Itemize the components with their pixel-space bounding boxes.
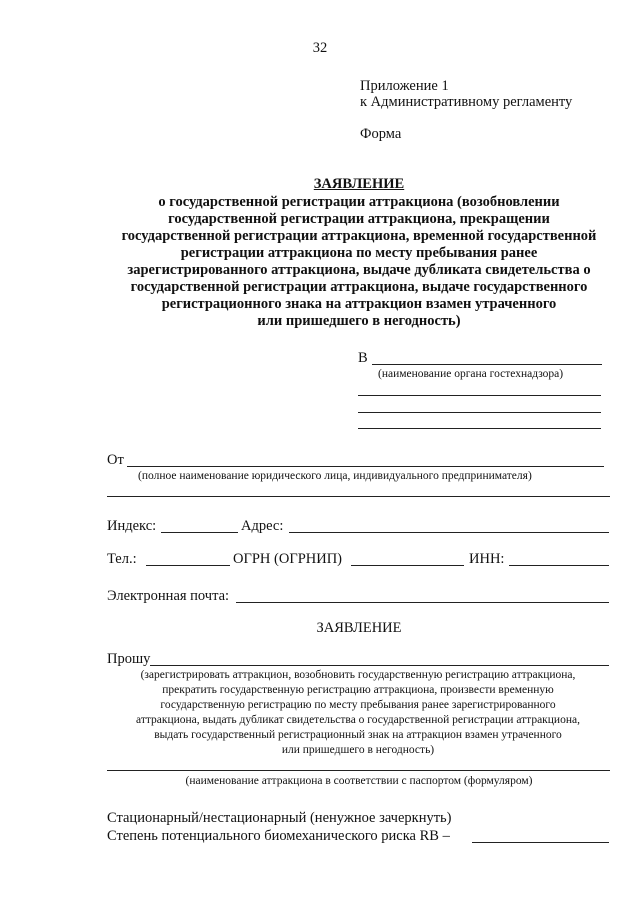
subject-line: или пришедшего в негодность): [257, 313, 461, 329]
inn-field[interactable]: [509, 565, 609, 566]
attraction-name-field[interactable]: [107, 770, 610, 771]
request-caption-line: прекратить государственную регистрацию аттракциона, произвести временную: [162, 684, 554, 696]
subject-line: государственной регистрации аттракциона, выдаче государственного: [130, 279, 588, 295]
sender-line[interactable]: [107, 496, 610, 497]
subject-line: регистрации аттракциона по месту пребывания ранее: [180, 245, 538, 261]
risk-field[interactable]: [472, 842, 609, 843]
addressee-line[interactable]: [358, 412, 601, 413]
appendix-reference: к Административному регламенту: [360, 94, 573, 110]
attraction-caption: (наименование аттракциона в соответствии с паспортом (формуляром): [185, 775, 533, 787]
form-label: Форма: [360, 126, 402, 142]
request-caption-line: выдать государственный регистрационный знак на аттракцион взамен утраченного: [154, 729, 562, 741]
email-field[interactable]: [236, 602, 609, 603]
email-label: Электронная почта:: [107, 588, 230, 604]
document-title: ЗАЯВЛЕНИЕ: [313, 176, 405, 192]
inn-label: ИНН:: [469, 551, 505, 567]
request-caption-line: государственную регистрацию по месту пребывания ранее зарегистрированного: [160, 699, 556, 711]
statement-title: ЗАЯВЛЕНИЕ: [316, 620, 402, 636]
ogrn-field[interactable]: [351, 565, 464, 566]
risk-label: Степень потенциального биомеханического риска RB –: [107, 828, 450, 844]
request-caption: [100, 669, 616, 759]
addressee-caption: (наименование органа гостехнадзора): [378, 368, 564, 380]
document-subject: [0, 194, 640, 330]
request-caption-line: или пришедшего в негодность): [281, 744, 435, 756]
addressee-line[interactable]: [358, 428, 601, 429]
request-caption-line: (зарегистрировать аттракцион, возобновить государственную регистрацию аттракциона,: [140, 669, 576, 681]
subject-line: государственной регистрации аттракциона, временной государственной: [121, 228, 597, 244]
subject-line: о государственной регистрации аттракциона (возобновлении: [158, 194, 560, 210]
stationary-option: Стационарный/нестационарный (ненужное зачеркнуть): [107, 810, 452, 826]
sender-caption: (полное наименование юридического лица, индивидуального предпринимателя): [138, 470, 532, 482]
page-number: 32: [312, 40, 328, 56]
sender-line[interactable]: [127, 466, 604, 467]
address-label: Адрес:: [241, 518, 284, 534]
addressee-prefix: В: [358, 350, 368, 366]
request-caption-line: аттракциона, выдать дубликат свидетельства о государственной регистрации аттракциона,: [136, 714, 580, 726]
phone-field[interactable]: [146, 565, 230, 566]
subject-line: государственной регистрации аттракциона, прекращении: [168, 211, 550, 227]
subject-line: зарегистрированного аттракциона, выдаче дубликата свидетельства о: [127, 262, 591, 278]
index-label: Индекс:: [107, 518, 157, 534]
appendix-title: Приложение 1: [360, 78, 449, 94]
index-field[interactable]: [161, 532, 238, 533]
address-field[interactable]: [289, 532, 609, 533]
phone-label: Тел.:: [107, 551, 137, 567]
ogrn-label: ОГРН (ОГРНИП): [233, 551, 343, 567]
addressee-line[interactable]: [372, 364, 602, 365]
addressee-line[interactable]: [358, 395, 601, 396]
subject-line: регистрационного знака на аттракцион взамен утраченного: [161, 296, 557, 312]
request-field[interactable]: [150, 665, 609, 666]
request-label: Прошу: [107, 651, 151, 667]
sender-prefix: От: [107, 452, 124, 468]
